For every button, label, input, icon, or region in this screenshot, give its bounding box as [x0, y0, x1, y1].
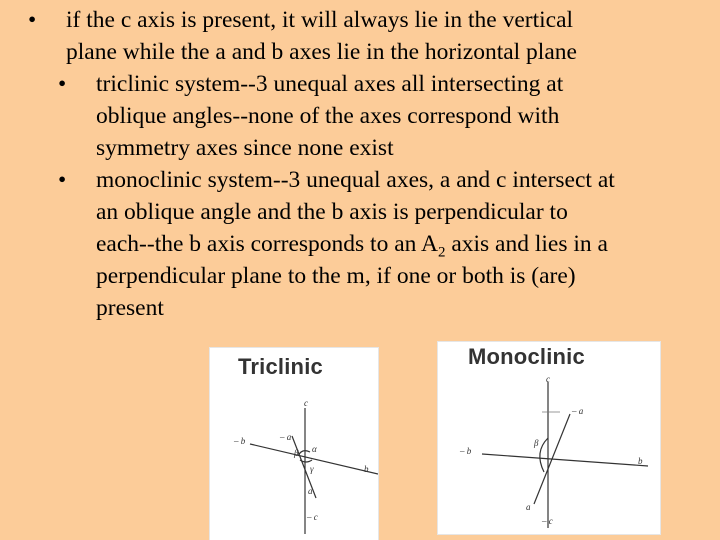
- monoclinic-title: Monoclinic: [468, 344, 585, 369]
- label-neg-c: – c: [542, 516, 553, 526]
- monoclinic-axes-diagram: [438, 342, 660, 534]
- bullet-text-line: if the c axis is present, it will always lie in the vertical: [66, 7, 574, 33]
- label-neg-a: – a: [572, 406, 584, 416]
- label-neg-a: – a: [280, 432, 292, 442]
- bullet-text-line: monoclinic system--3 unequal axes, a and c intersect at: [96, 167, 615, 193]
- label-c: c: [546, 374, 550, 384]
- triclinic-title: Triclinic: [238, 354, 323, 379]
- monoclinic-figure: [438, 342, 660, 534]
- bullet-text-fragment: axis and lies in a: [445, 231, 608, 257]
- subscript-two: 2: [437, 244, 446, 261]
- label-a: a: [526, 502, 531, 512]
- bullet-item-axes-orientation: [28, 4, 714, 68]
- label-neg-b: – b: [460, 446, 472, 456]
- triclinic-figure: [210, 348, 378, 540]
- label-b: b: [364, 464, 369, 474]
- label-beta: β: [294, 448, 299, 458]
- label-beta: β: [534, 438, 539, 448]
- label-a: a: [308, 486, 313, 496]
- bullet-item-triclinic: [58, 68, 718, 164]
- bullet-text-line: perpendicular plane to the m, if one or both is (are): [96, 263, 576, 289]
- beta-arc: [540, 438, 548, 472]
- bullet-text-line: triclinic system--3 unequal axes all intersecting at: [96, 71, 564, 97]
- bullet-text-fragment: each--the b axis corresponds to an A: [96, 231, 438, 257]
- bullet-marker: •: [58, 167, 67, 193]
- label-neg-b: – b: [234, 436, 246, 446]
- bullet-marker: •: [58, 71, 67, 97]
- label-gamma: γ: [310, 464, 314, 474]
- triclinic-axes-diagram: [210, 348, 378, 540]
- bullet-text-line-with-subscript: [96, 228, 718, 260]
- bullet-item-monoclinic: [58, 164, 718, 324]
- bullet-text-line: present: [96, 295, 164, 321]
- bullet-text-line: plane while the a and b axes lie in the horizontal plane: [66, 39, 577, 65]
- b-axis-line: [482, 454, 648, 466]
- label-neg-c: – c: [307, 512, 318, 522]
- bullet-text-line: symmetry axes since none exist: [96, 135, 394, 161]
- label-alpha: α: [312, 444, 317, 454]
- label-c: c: [304, 398, 308, 408]
- bullet-text-line: an oblique angle and the b axis is perpendicular to: [96, 199, 568, 225]
- bullet-text-line: oblique angles--none of the axes correspond with: [96, 103, 560, 129]
- label-b: b: [638, 456, 643, 466]
- bullet-marker: •: [28, 7, 37, 33]
